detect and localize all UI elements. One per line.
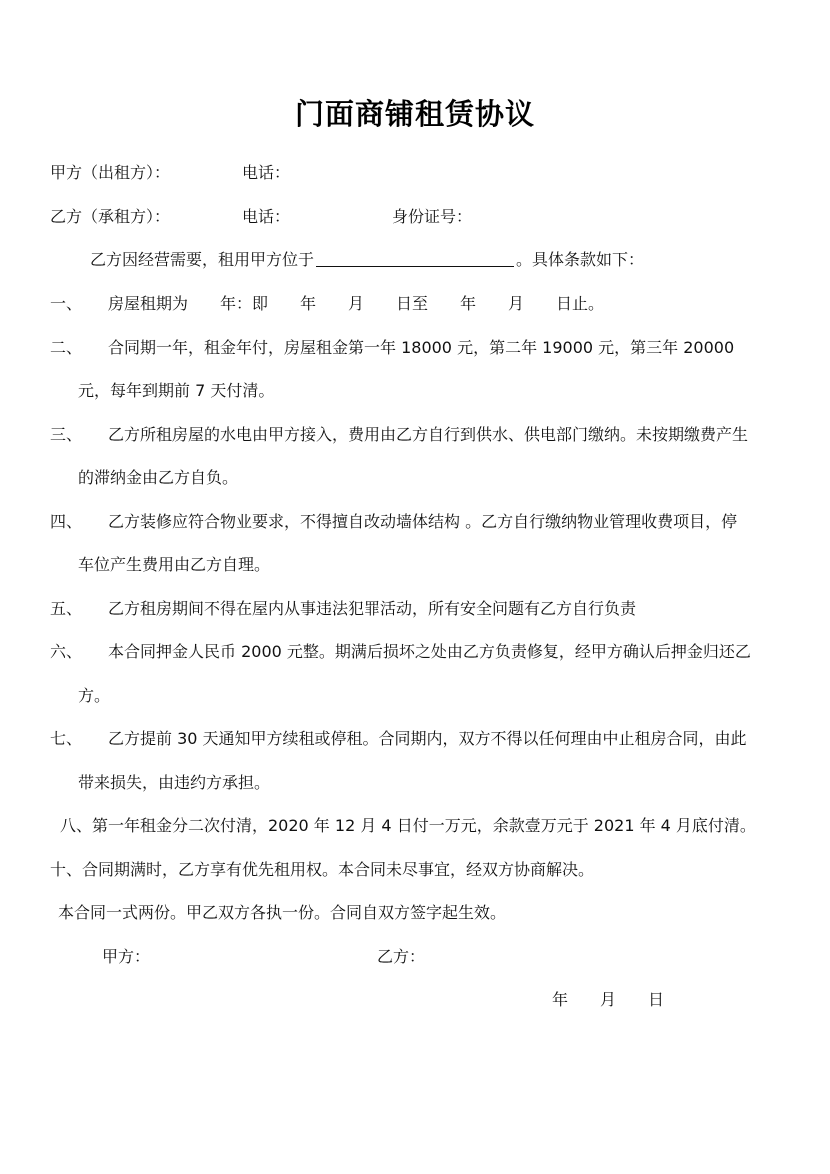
clause-7-line-2: 带来损失，由违约方承担。 (78, 773, 271, 792)
clause-5-number: 五、 (50, 599, 83, 618)
clause-7-line-1: 乙方提前 30 天通知甲方续租或停租。合同期内，双方不得以任何理由中止租房合同，由此 (108, 729, 747, 748)
intro-suffix: 。具体条款如下： (516, 250, 645, 269)
intro-paragraph (90, 249, 644, 271)
clause-2-number: 二、 (50, 338, 83, 357)
clause-3-line-2: 的滞纳金由乙方自负。 (78, 468, 239, 487)
clause-3-line-1: 乙方所租房屋的水电由甲方接入，费用由乙方自行到供水、供电部门缴纳。未按期缴费产生 (108, 425, 749, 444)
clause-5-line-1: 乙方租房期间不得在屋内从事违法犯罪活动，所有安全问题有乙方自行负责 (108, 599, 637, 618)
clause-6-number: 六、 (50, 642, 83, 661)
clause-6-line-2: 方。 (78, 686, 111, 705)
clause-4-line-1: 乙方装修应符合物业要求，不得擅自改动墙体结构 。乙方自行缴纳物业管理收费项目，停 (108, 512, 738, 531)
party-a-phone-label: 电话： (242, 163, 291, 182)
intro-prefix: 乙方因经营需要，租用甲方位于 (90, 250, 315, 269)
clause-1-line-1: 房屋租期为 年：即 年 月 日至 年 月 日止。 (108, 294, 605, 313)
clause-3-number: 三、 (50, 425, 83, 444)
document-title: 门面商铺租赁协议 (294, 97, 535, 131)
clause-8: 八、第一年租金分二次付清，2020 年 12 月 4 日付一万元，余款壹万元于 2021 年 4 月底付清。 (60, 816, 756, 835)
clause-7-number: 七、 (50, 729, 83, 748)
clause-2-line-2: 元，每年到期前 7 天付清。 (78, 381, 275, 400)
party-a-label: 甲方（出租方）： (50, 163, 171, 182)
party-b-label: 乙方（承租方）： (50, 207, 171, 226)
address-blank (316, 250, 514, 267)
clause-4-number: 四、 (50, 512, 83, 531)
clause-1-number: 一、 (50, 294, 83, 313)
clause-2-line-1: 合同期一年，租金年付，房屋租金第一年 18000 元，第二年 19000 元，第三年 20000 (108, 338, 735, 357)
signature-party-b: 乙方： (377, 947, 426, 966)
closing-statement: 本合同一式两份。甲乙双方各执一份。合同自双方签字起生效。 (58, 903, 507, 922)
clause-6-line-1: 本合同押金人民币 2000 元整。期满后损坏之处由乙方负责修复，经甲方确认后押金归还乙 (108, 642, 751, 661)
clause-10: 十、合同期满时，乙方享有优先租用权。本合同未尽事宜，经双方协商解决。 (50, 860, 595, 879)
party-b-phone-label: 电话： (242, 207, 291, 226)
signature-date: 年 月 日 (552, 990, 665, 1009)
clause-4-line-2: 车位产生费用由乙方自理。 (78, 555, 271, 574)
party-b-id-label: 身份证号： (392, 207, 473, 226)
signature-party-a: 甲方： (102, 947, 151, 966)
